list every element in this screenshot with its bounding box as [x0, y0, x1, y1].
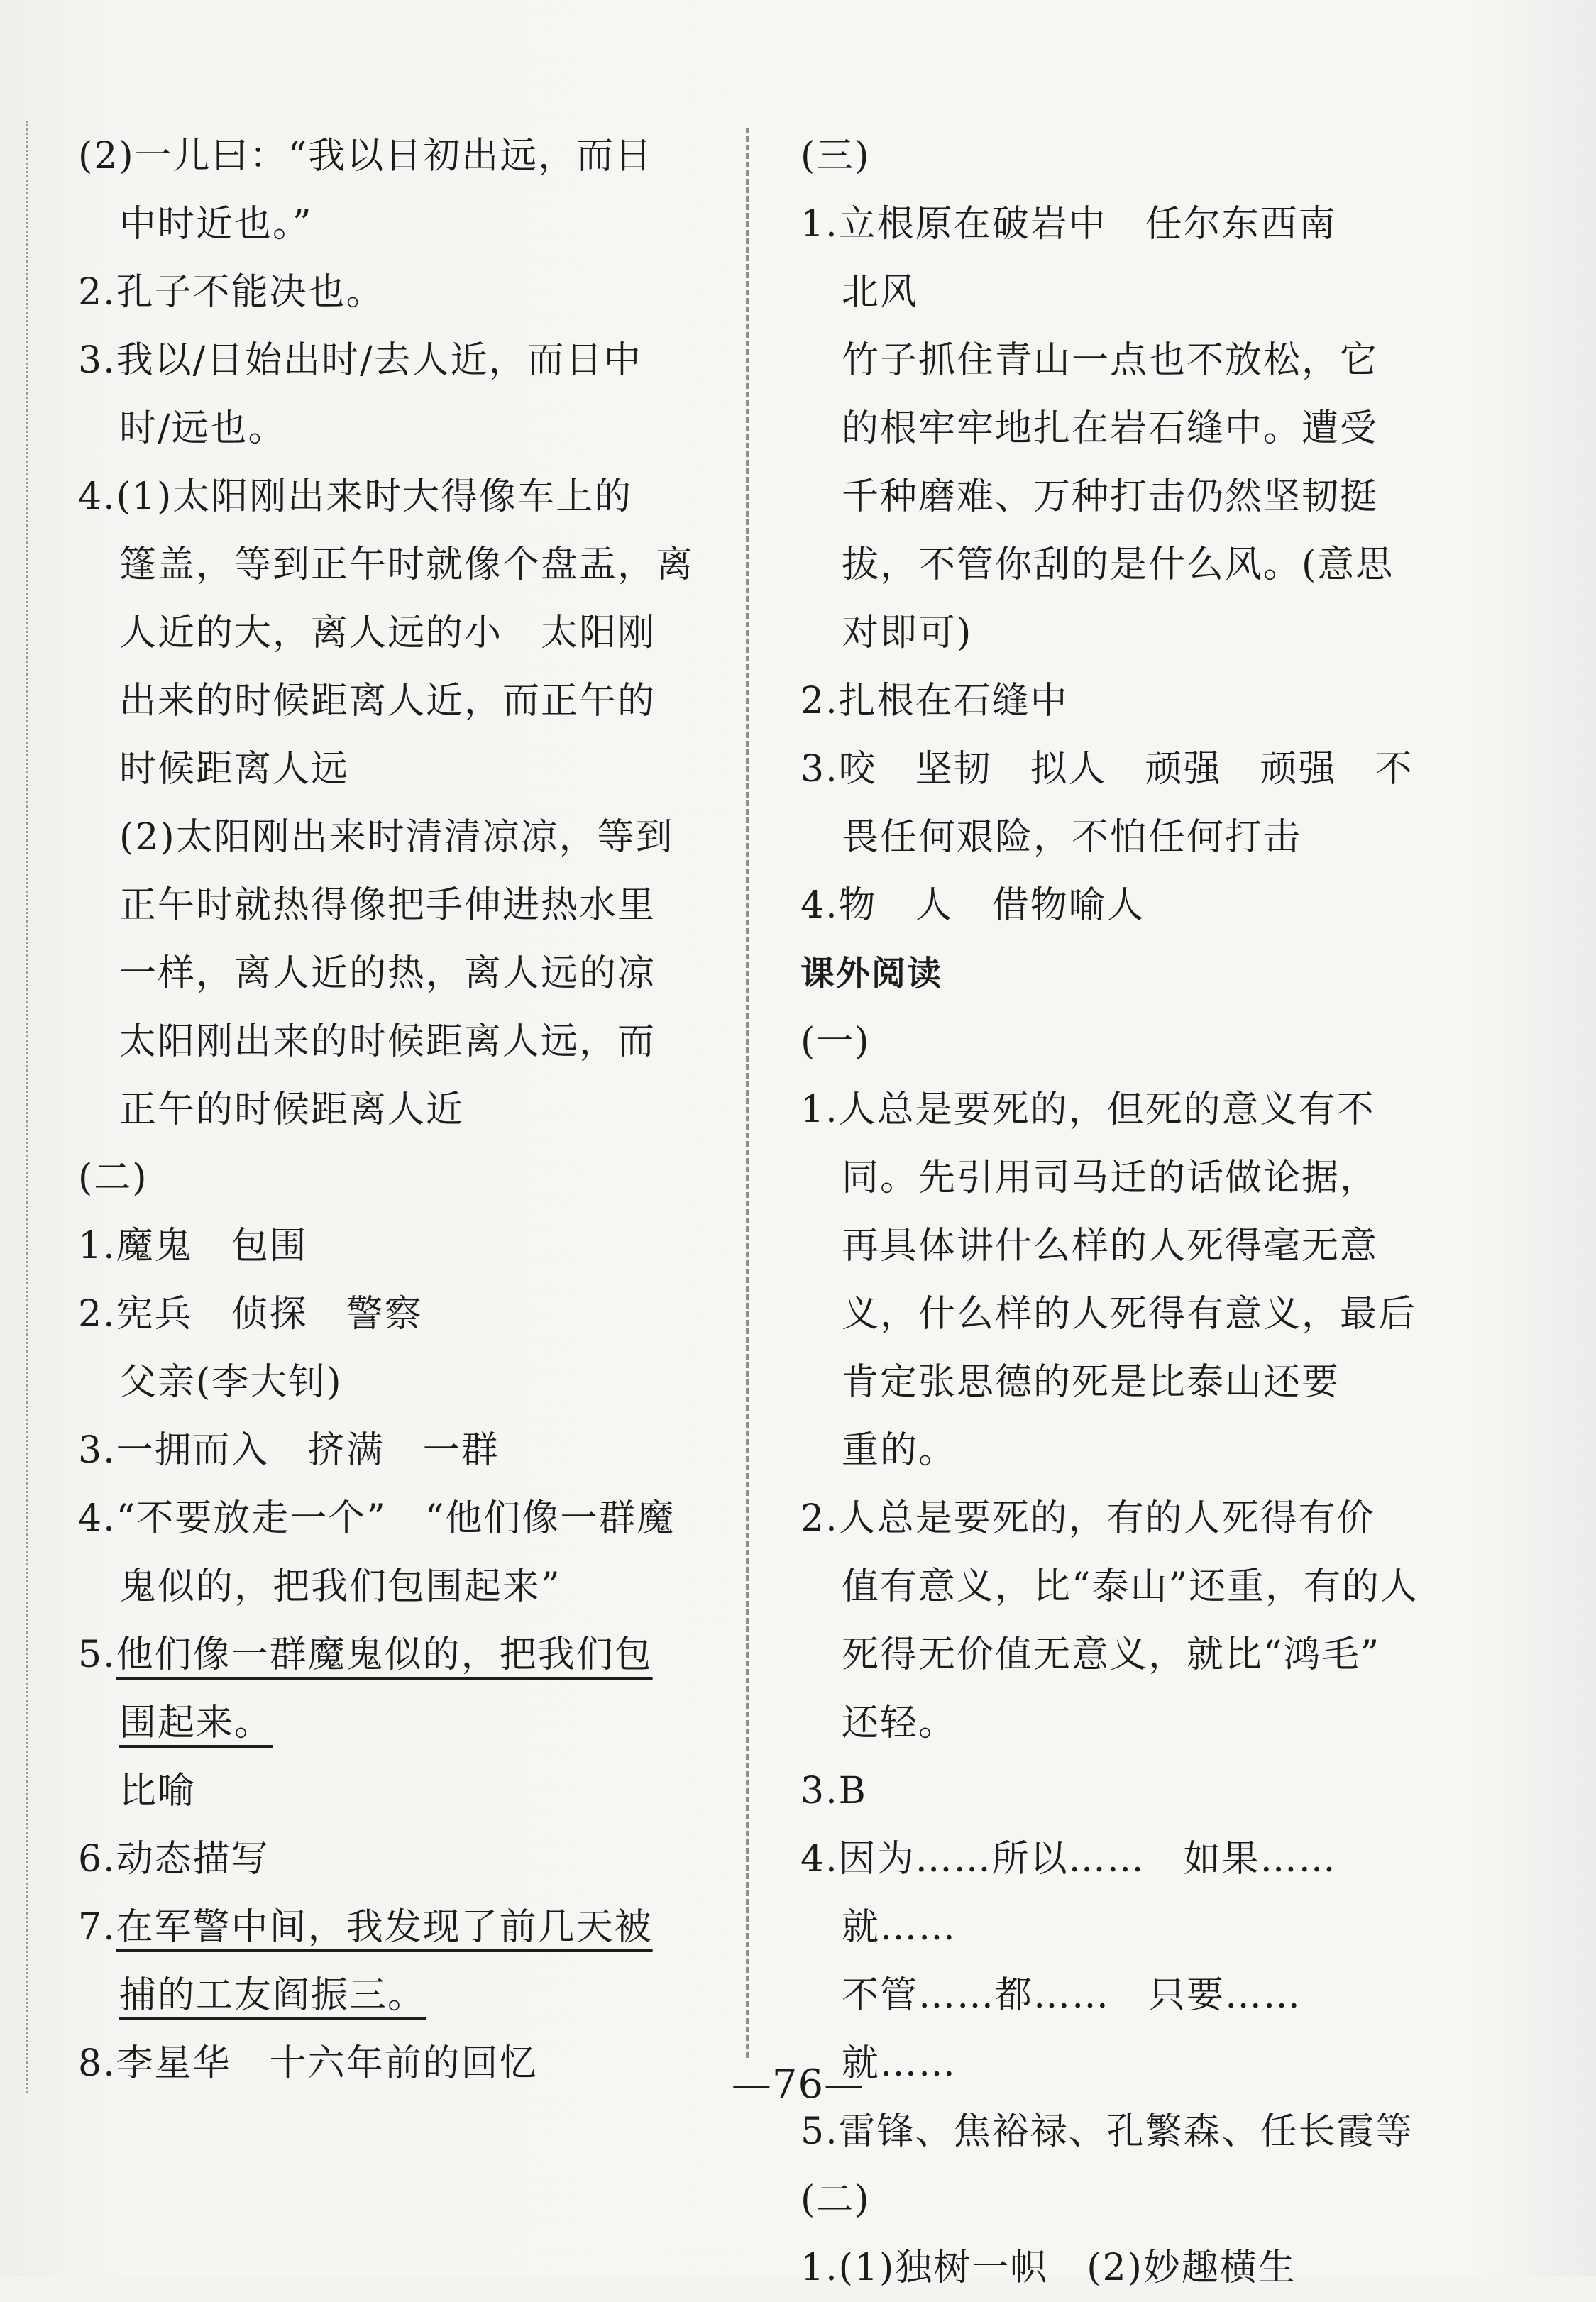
- answer-line: [800, 1212, 1539, 1280]
- underlined-answer-text: 围起来。: [119, 1702, 273, 1744]
- answer-line: [800, 2234, 1539, 2302]
- answer-text: (2)太阳刚出来时清清凉凉，等到: [119, 816, 674, 859]
- answer-text: 3.咬 坚韧 拟人 顽强 顽强 不: [800, 748, 1414, 791]
- answer-text: (2)一儿曰：“我以日初出远，而日: [78, 135, 654, 177]
- answer-line: [78, 1893, 703, 1961]
- answer-text: 1.人总是要死的，但死的意义有不: [800, 1089, 1375, 1131]
- answer-text: 一样，离人近的热，离人远的凉: [119, 952, 656, 995]
- answer-line: [800, 667, 1539, 735]
- answer-text: 同。先引用司马迁的话做论据，: [842, 1157, 1379, 1199]
- underlined-answer-text: 捕的工友阎振三。: [119, 1974, 426, 2017]
- answer-line: [800, 395, 1539, 463]
- answer-text: 竹子抓住青山一点也不放松，它: [842, 339, 1379, 382]
- binding-edge: [26, 121, 28, 2093]
- answer-text: 2.孔子不能决也。: [78, 271, 385, 314]
- answer-text: 千种磨难、万种打击仍然坚韧挺: [842, 475, 1379, 518]
- answer-text: 死得无价值无意义，就比“鸿毛”: [842, 1634, 1381, 1676]
- answer-text: 4.(1)太阳刚出来时大得像车上的: [78, 475, 633, 518]
- answer-text: 2.扎根在石缝中: [800, 680, 1069, 722]
- answer-line: [800, 871, 1539, 940]
- answer-text: 1.立根原在破岩中 任尔东西南: [800, 203, 1337, 246]
- answer-line: [800, 1348, 1539, 1416]
- answer-line: [800, 1961, 1539, 2030]
- answer-text: 父亲(李大钊): [119, 1361, 343, 1404]
- answer-line: [78, 1621, 703, 1689]
- answer-text: 再具体讲什么样的人死得毫无意: [842, 1225, 1379, 1267]
- answer-line: [78, 735, 703, 803]
- answer-line: [800, 803, 1539, 871]
- underlined-answer-text: 他们像一群魔鬼似的，把我们包: [116, 1634, 653, 1676]
- answer-text: 2.宪兵 侦探 警察: [78, 1293, 423, 1336]
- answer-text: 3.B: [800, 1770, 867, 1812]
- answer-line: [78, 940, 703, 1008]
- answer-text: 1.(1)独树一帜 (2)妙趣横生: [800, 2247, 1297, 2289]
- answer-line: [800, 599, 1539, 667]
- answer-line: [800, 1416, 1539, 1485]
- answer-line: [800, 258, 1539, 326]
- answer-line: [78, 1076, 703, 1144]
- answer-text: (二): [800, 2179, 871, 2221]
- answer-line: [78, 1689, 703, 1757]
- answer-text: 4.物 人 借物喻人: [800, 884, 1145, 927]
- answer-text: 8.李星华 十六年前的回忆: [78, 2042, 538, 2085]
- answer-line: [800, 122, 1539, 190]
- answer-line: [78, 1416, 703, 1485]
- answer-text: 1.魔鬼 包围: [78, 1225, 308, 1267]
- answer-line: [800, 1144, 1539, 1212]
- answer-text: (三): [800, 135, 871, 177]
- answer-text: 课外阅读: [800, 954, 943, 993]
- answer-line: [800, 463, 1539, 531]
- answer-text: 比喻: [119, 1770, 197, 1812]
- answer-text: 正午的时候距离人近: [119, 1089, 465, 1131]
- answer-text: 4.“不要放走一个” “他们像一群魔: [78, 1497, 676, 1540]
- answer-line: [800, 1076, 1539, 1144]
- answer-line: [78, 326, 703, 395]
- answer-line: [78, 463, 703, 531]
- answer-text: 篷盖，等到正午时就像个盘盂，离: [119, 544, 695, 586]
- answer-text: 太阳刚出来的时候距离人远，而: [119, 1020, 656, 1063]
- answer-line: [78, 1144, 703, 1212]
- answer-line: [800, 1757, 1539, 1825]
- answer-column-right: [800, 122, 1539, 2302]
- answer-line: [800, 1008, 1539, 1076]
- answer-text: 不管……都…… 只要……: [842, 1974, 1302, 2017]
- answer-text: 就……: [842, 2042, 957, 2085]
- answer-line: [78, 1485, 703, 1553]
- answer-text: (二): [78, 1157, 148, 1199]
- answer-line: [78, 599, 703, 667]
- answer-line: [800, 735, 1539, 803]
- answer-line: [78, 190, 703, 258]
- answer-text: 中时近也。”: [119, 203, 313, 246]
- answer-text: 正午时就热得像把手伸进热水里: [119, 884, 656, 927]
- answer-line: [800, 2098, 1539, 2166]
- answer-line: [800, 1893, 1539, 1961]
- answer-text: 2.人总是要死的，有的人死得有价: [800, 1497, 1375, 1540]
- answer-text: 值有意义，比“泰山”还重，有的人: [842, 1565, 1419, 1608]
- page-number: —76—: [731, 2061, 865, 2108]
- answer-text: 5.雷锋、焦裕禄、孔繁森、任长霞等: [800, 2110, 1414, 2153]
- answer-text: 6.动态描写: [78, 1838, 270, 1880]
- answer-line: [78, 667, 703, 735]
- answer-line: [78, 803, 703, 871]
- answer-line: [78, 258, 703, 326]
- answer-text: 还轻。: [842, 1702, 957, 1744]
- answer-line: [78, 1825, 703, 1893]
- answer-line: [800, 190, 1539, 258]
- answer-text: 拔，不管你刮的是什么风。(意思: [842, 544, 1394, 586]
- answer-text: 3.一拥而入 挤满 一群: [78, 1429, 500, 1472]
- underlined-answer-text: 在军警中间，我发现了前几天被: [116, 1906, 653, 1949]
- answer-text: 义，什么样的人死得有意义，最后: [842, 1293, 1417, 1336]
- answer-line: [78, 1553, 703, 1621]
- answer-text: 重的。: [842, 1429, 957, 1472]
- answer-line: [78, 1280, 703, 1348]
- answer-text: 的根牢牢地扎在岩石缝中。遭受: [842, 407, 1379, 450]
- answer-line: [800, 1553, 1539, 1621]
- answer-line: [800, 1825, 1539, 1893]
- answer-text: 7.: [78, 1906, 116, 1949]
- answer-line: [78, 395, 703, 463]
- answer-text: 肯定张思德的死是比泰山还要: [842, 1361, 1341, 1404]
- answer-line: [800, 1280, 1539, 1348]
- answer-line: [800, 326, 1539, 395]
- answer-line: [78, 122, 703, 190]
- answer-line: [800, 531, 1539, 599]
- answer-text: 对即可): [842, 612, 973, 654]
- answer-column-left: [78, 122, 703, 2098]
- answer-text: 北风: [842, 271, 919, 314]
- answer-text: 3.我以/日始出时/去人近，而日中: [78, 339, 642, 382]
- answer-text: 时/远也。: [119, 407, 287, 450]
- answer-text: 鬼似的，把我们包围起来”: [119, 1565, 561, 1608]
- answer-line: [78, 531, 703, 599]
- answer-text: 5.: [78, 1634, 116, 1676]
- answer-line: [78, 1348, 703, 1416]
- section-heading: [800, 940, 1539, 1008]
- answer-line: [800, 2166, 1539, 2234]
- column-divider: [746, 128, 749, 2058]
- answer-line: [78, 871, 703, 940]
- answer-text: 时候距离人远: [119, 748, 350, 791]
- answer-line: [800, 1689, 1539, 1757]
- answer-text: 4.因为……所以…… 如果……: [800, 1838, 1337, 1880]
- answer-text: 畏任何艰险，不怕任何打击: [842, 816, 1302, 859]
- answer-text: 出来的时候距离人近，而正午的: [119, 680, 656, 722]
- answer-line: [78, 1008, 703, 1076]
- answer-text: 人近的大，离人远的小 太阳刚: [119, 612, 656, 654]
- answer-line: [78, 1961, 703, 2030]
- answer-text: 就……: [842, 1906, 957, 1949]
- answer-line: [800, 1621, 1539, 1689]
- answer-text: (一): [800, 1020, 871, 1063]
- answer-line: [78, 1212, 703, 1280]
- answer-line: [78, 1757, 703, 1825]
- answer-line: [800, 1485, 1539, 1553]
